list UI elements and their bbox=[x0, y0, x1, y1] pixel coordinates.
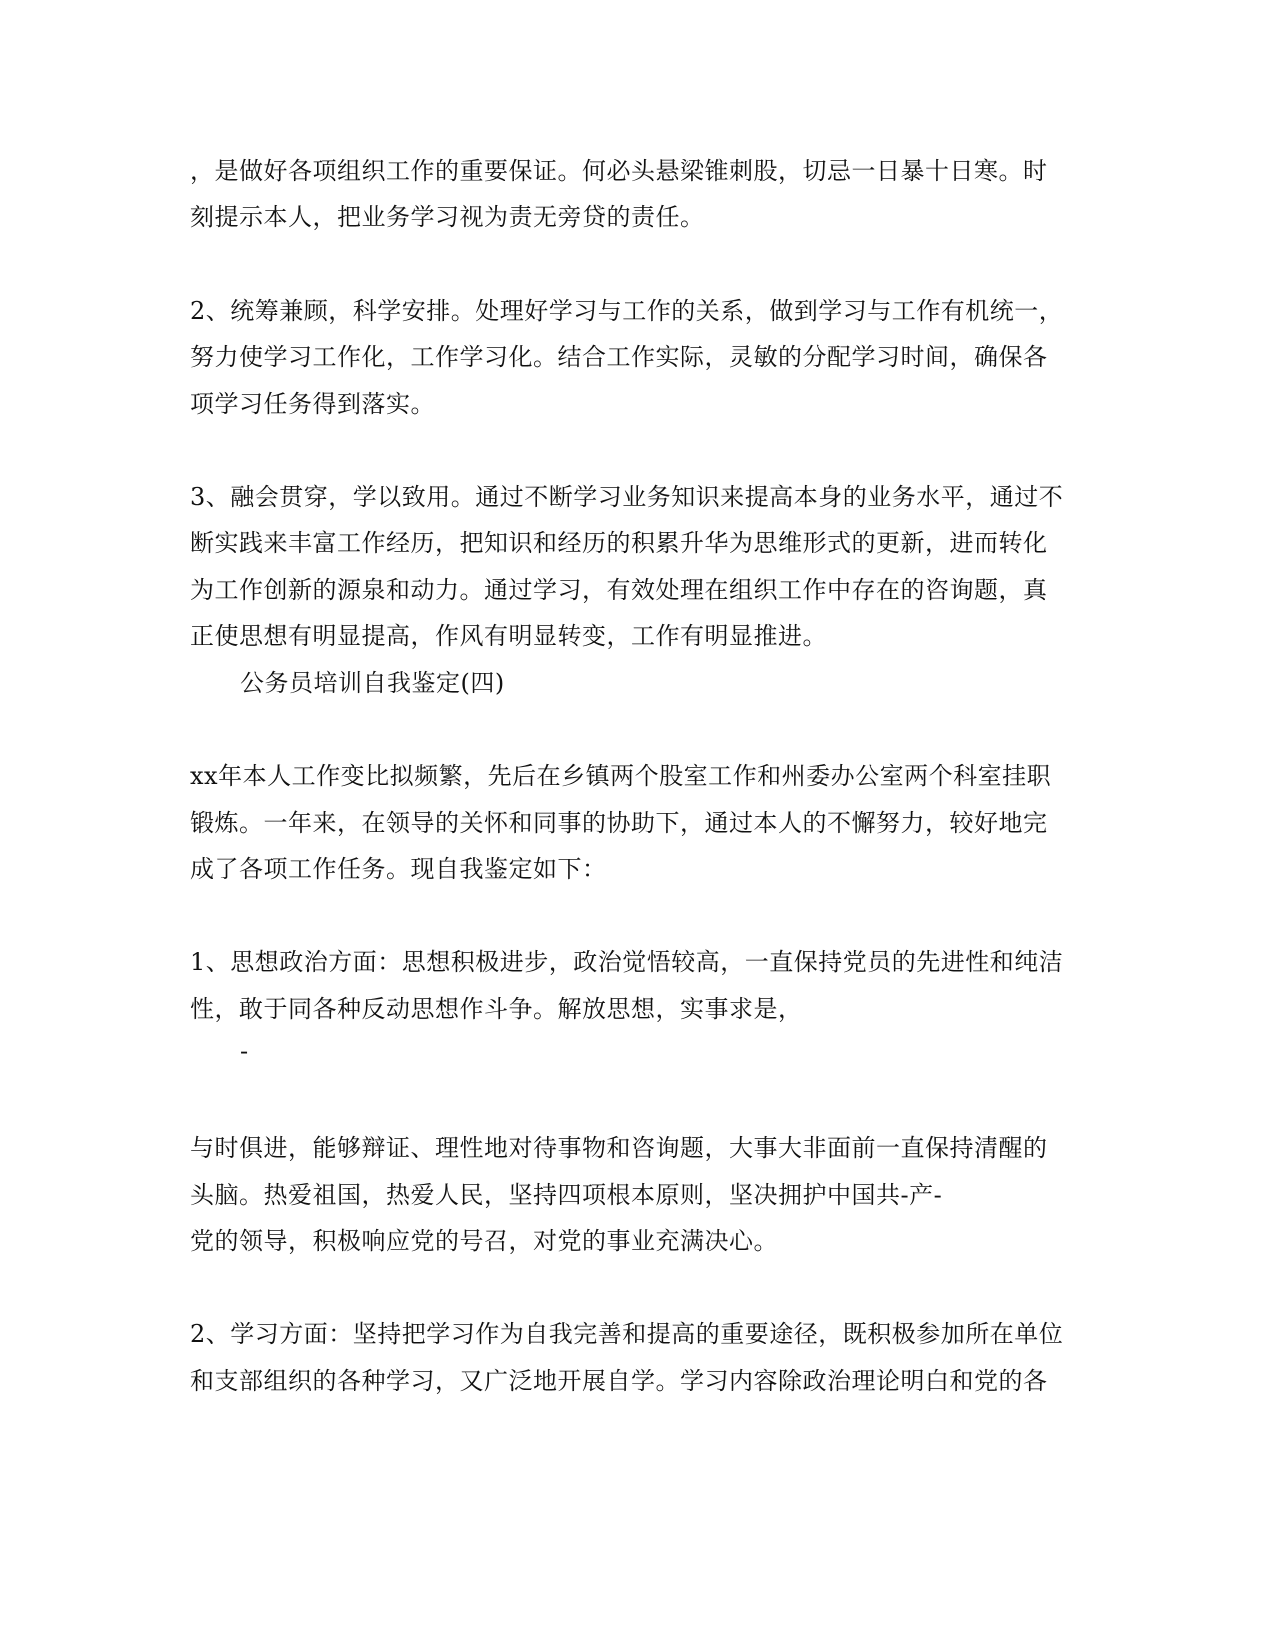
text-line: 3、融会贯穿，学以致用。通过不断学习业务知识来提高本身的业务水平，通过不 bbox=[190, 483, 1064, 511]
text-line: 刻提示本人，把业务学习视为责无旁贷的责任。 bbox=[190, 203, 705, 231]
text-line: 性，敢于同各种反动思想作斗争。解放思想，实事求是， bbox=[190, 995, 803, 1023]
text-line: 2、学习方面：坚持把学习作为自我完善和提高的重要途径，既积极参加所在单位 bbox=[190, 1320, 1064, 1348]
text-line: 努力使学习工作化，工作学习化。结合工作实际，灵敏的分配学习时间，确保各 bbox=[190, 343, 1048, 371]
text-line: 锻炼。一年来，在领导的关怀和同事的协助下，通过本人的不懈努力，较好地完 bbox=[190, 809, 1048, 837]
text-line: 断实践来丰富工作经历，把知识和经历的积累升华为思维形式的更新，进而转化 bbox=[190, 529, 1048, 557]
text-line: xx年本人工作变比拟频繁，先后在乡镇两个股室工作和州委办公室两个科室挂职 bbox=[190, 762, 1052, 790]
text-line: 和支部组织的各种学习，又广泛地开展自学。学习内容除政治理论明白和党的各 bbox=[190, 1367, 1048, 1395]
text-line: 头脑。热爱祖国，热爱人民，坚持四项根本原则，坚决拥护中国共-产- bbox=[190, 1181, 943, 1209]
text-line: 正使思想有明显提高，作风有明显转变，工作有明显推进。 bbox=[190, 622, 827, 650]
dash-mark: - bbox=[240, 1037, 249, 1065]
text-line: 为工作创新的源泉和动力。通过学习，有效处理在组织工作中存在的咨询题，真 bbox=[190, 576, 1048, 604]
text-line: 与时俱进，能够辩证、理性地对待事物和咨询题，大事大非面前一直保持清醒的 bbox=[190, 1134, 1048, 1162]
text-line: ，是做好各项组织工作的重要保证。何必头悬梁锥刺股，切忌一日暴十日寒。时 bbox=[190, 157, 1048, 185]
section-heading: 公务员培训自我鉴定(四) bbox=[240, 669, 505, 697]
text-line: 2、统筹兼顾，科学安排。处理好学习与工作的关系，做到学习与工作有机统一， bbox=[190, 297, 1064, 325]
text-line: 1、思想政治方面：思想积极进步，政治觉悟较高，一直保持党员的先进性和纯洁 bbox=[190, 948, 1064, 976]
text-line: 成了各项工作任务。现自我鉴定如下： bbox=[190, 855, 607, 883]
text-line: 党的领导，积极响应党的号召，对党的事业充满决心。 bbox=[190, 1227, 778, 1255]
text-line: 项学习任务得到落实。 bbox=[190, 390, 435, 418]
